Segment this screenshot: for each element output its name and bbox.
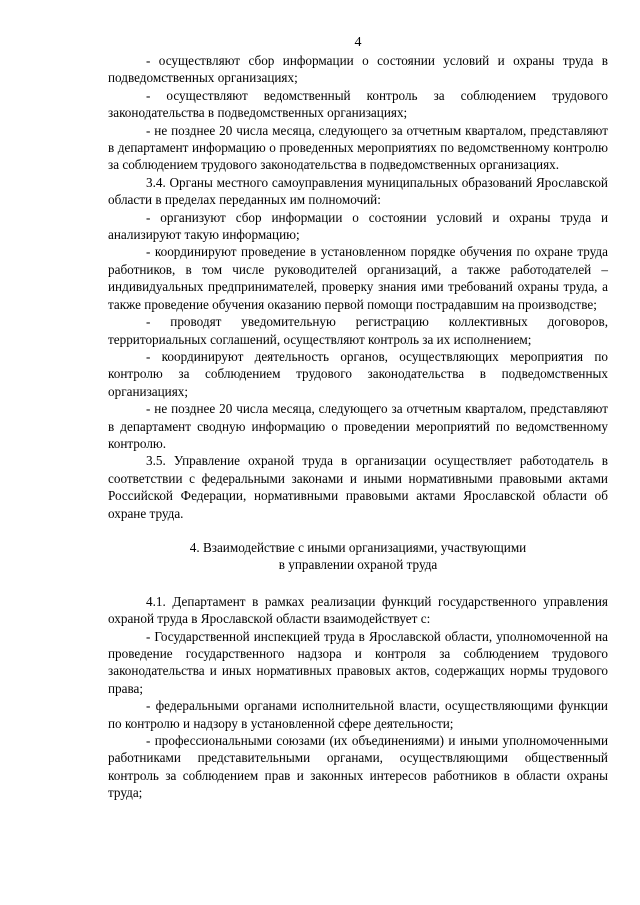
paragraph-federal-bodies: - федеральными органами исполнительной власти, осуществляющими функции по контролю и надзору в установленной сфере деятельности; bbox=[108, 698, 608, 731]
paragraph-departmental-control: - осуществляют ведомственный контроль за соблюдением трудового законодательства в подведомственных организациях; bbox=[108, 87, 608, 121]
document-page bbox=[108, 34, 608, 802]
paragraph-summary-report: - не позднее 20 числа месяца, следующего за отчетным кварталом, представляют в департамент сводную информацию о проведении мероприятий по ведомственному контролю. bbox=[108, 401, 608, 451]
paragraph-coordinate-training: - координируют проведение в установленном порядке обучения по охране труда работников, в том числе руководителей организаций, а также работодателей – индивидуальных предпринимателей, проверку знания ими требований охраны труда, а также проведение обучения оказанию первой помощи пострадавшим на производстве; bbox=[108, 244, 608, 312]
section-4-heading-line-1: 4. Взаимодействие с иными организациями, участвующими bbox=[189, 539, 527, 555]
paragraph-coordinate-bodies: - координируют деятельность органов, осуществляющих мероприятия по контролю за соблюдением трудового законодательства в подведомственных организациях; bbox=[108, 348, 608, 399]
page-number: 4 bbox=[354, 35, 362, 50]
paragraph-organize-collection: - организуют сбор информации о состоянии условий и охраны труда и анализируют такую информацию; bbox=[108, 209, 608, 243]
section-4-heading bbox=[108, 539, 608, 574]
section-4-heading-line-2: в управлении охраной труда bbox=[278, 557, 438, 573]
paragraph-3-4: 3.4. Органы местного самоуправления муниципальных образований Ярославской области в пределах переданных им полномочий: bbox=[108, 174, 608, 208]
paragraph-quarterly-report: - не позднее 20 числа месяца, следующего за отчетным кварталом, представляют в департамент информацию о проведенных мероприятиях по ведомственному контролю за соблюдением трудового законодательства в подведомственных организациях. bbox=[108, 122, 608, 173]
paragraph-labor-inspection: - Государственной инспекцией труда в Ярославской области, уполномоченной на проведение государственного надзора и контроля за соблюдением трудового законодательства и иных нормативных правовых актов, содержащих нормы трудового права; bbox=[108, 628, 608, 696]
paragraph-collect-info: - осуществляют сбор информации о состоянии условий и охраны труда в подведомственных организациях; bbox=[108, 53, 608, 86]
paragraph-3-5: 3.5. Управление охраной труда в организации осуществляет работодатель в соответствии с федеральными законами и иными нормативными правовыми актами Российской Федерации, нормативными правовыми актами Ярославской области об охране труда. bbox=[108, 453, 608, 521]
paragraph-trade-unions: - профессиональными союзами (их объединениями) и иными уполномоченными работниками представительными органами, осуществляющими общественный контроль за соблюдением прав и законных интересов работников в области охраны труда; bbox=[108, 733, 608, 801]
paragraph-4-1: 4.1. Департамент в рамках реализации функций государственного управления охраной труда в Ярославской области взаимодействует с: bbox=[108, 593, 608, 627]
paragraph-registration: - проводят уведомительную регистрацию коллективных договоров, территориальных соглашений, осуществляют контроль за их исполнением; bbox=[108, 314, 608, 347]
